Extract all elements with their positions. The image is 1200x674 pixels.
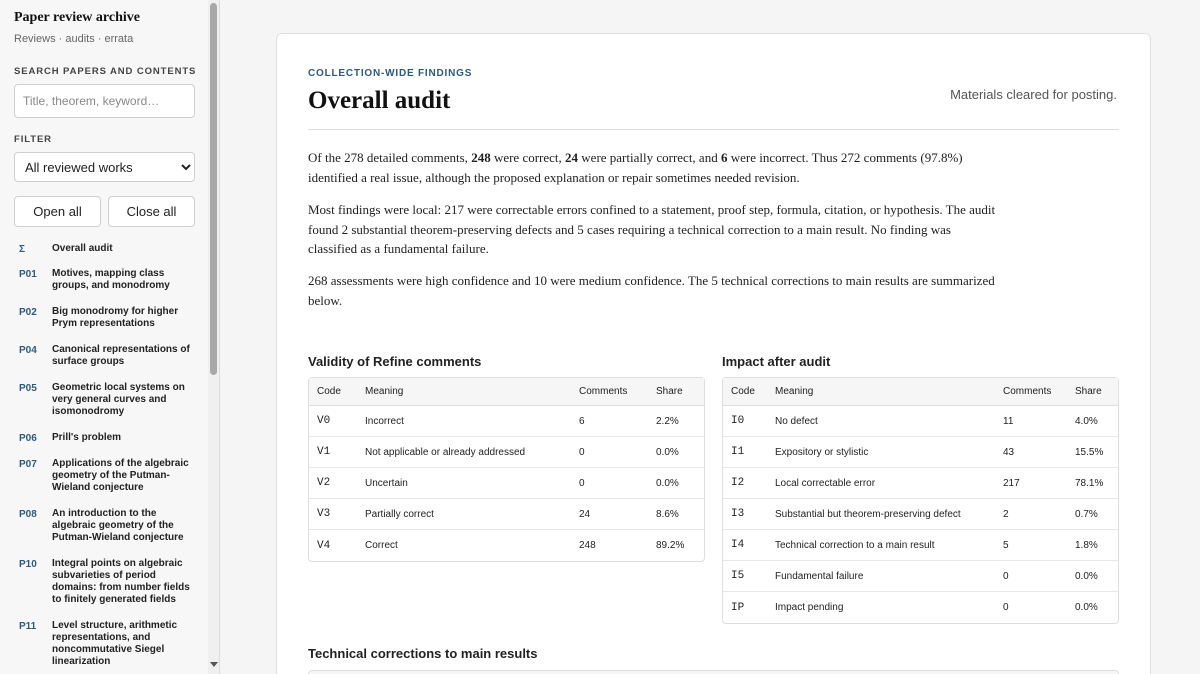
status-text: Materials cleared for posting.: [950, 87, 1117, 102]
code-cell: V2: [309, 468, 357, 499]
corrections-table: [308, 670, 1119, 674]
text-run: were partially correct, and: [578, 150, 721, 165]
meaning-cell: No defect: [767, 406, 995, 437]
divider: [308, 129, 1119, 130]
meaning-cell: Local correctable error: [767, 468, 995, 499]
meaning-cell: Partially correct: [357, 499, 571, 530]
comments-cell: 43: [995, 437, 1067, 468]
nav-item-title: Big monodromy for higher Prym representations: [52, 306, 179, 329]
share-cell: 0.7%: [1067, 499, 1118, 530]
nav-item-title: Prill's problem: [52, 432, 122, 443]
nav-item-title: Overall audit: [52, 243, 113, 254]
share-cell: 15.5%: [1067, 437, 1118, 468]
nav-item-title: Integral points on algebraic subvarieties of period domains: from number fields to finitely generated fields: [52, 558, 190, 605]
sidebar: [0, 0, 220, 674]
comments-cell: 217: [995, 468, 1067, 499]
table-header-row: [309, 378, 704, 406]
table-row: [723, 592, 1118, 623]
summary-paragraph-2: Most findings were local: 217 were correctable errors confined to a statement, proof step, formula, citation, or hypothesis. The audit found 2 substantial theorem-preserving defects and 5 cases requiring a technical correction to a main result. No finding was classified as a fundamental failure.: [308, 202, 996, 256]
impact-section-title: Impact after audit: [722, 354, 831, 369]
sidebar-item-overall-audit[interactable]: [0, 240, 208, 265]
code-cell: I3: [723, 499, 767, 530]
text-run: were correct,: [490, 150, 566, 165]
share-cell: 89.2%: [656, 540, 685, 551]
table-row: [309, 406, 704, 437]
table-row: [723, 468, 1118, 499]
code-cell: IP: [731, 601, 745, 614]
nav-item-title: Level structure, arithmetic representations, and noncommutative Siegel linearization: [52, 620, 178, 667]
nav-item-code: P08: [19, 509, 37, 520]
sidebar-content: [0, 0, 208, 674]
meaning-cell: Correct: [365, 540, 398, 551]
table-row: [723, 437, 1118, 468]
nav-item-code: P04: [19, 345, 37, 356]
nav-item-code: P01: [19, 269, 37, 280]
table-row: [309, 437, 704, 468]
impact-table: [722, 377, 1119, 624]
comments-cell: 0: [571, 437, 648, 468]
scroll-down-arrow-icon[interactable]: [210, 662, 218, 667]
filter-select[interactable]: [14, 152, 195, 182]
meaning-cell: Substantial but theorem-preserving defect: [767, 499, 995, 530]
code-cell: V1: [309, 437, 357, 468]
table-row: [309, 499, 704, 530]
sidebar-item-p10[interactable]: [0, 555, 208, 617]
nav-item-code: P02: [19, 307, 37, 318]
correct-count: 248: [471, 150, 491, 165]
section-kicker: COLLECTION-WIDE FINDINGS: [308, 68, 473, 79]
page-title: Overall audit: [308, 87, 451, 114]
code-cell: V0: [309, 406, 357, 437]
nav-item-title: Canonical representations of surface groups: [52, 344, 190, 367]
summary-paragraph-3: 268 assessments were high confidence and 10 were medium confidence. The 5 technical corrections to main results are summarized below.: [308, 273, 995, 308]
meaning-cell: Impact pending: [775, 602, 844, 613]
validity-table: [308, 377, 705, 562]
incorrect-count: 6: [720, 150, 728, 165]
partially-correct-count: 24: [565, 150, 579, 165]
open-all-button[interactable]: Open all: [14, 196, 101, 227]
corrections-section-title: Technical corrections to main results: [308, 646, 538, 661]
comments-cell: 0: [571, 468, 648, 499]
comments-cell: 2: [995, 499, 1067, 530]
sidebar-item-p08[interactable]: [0, 505, 208, 555]
table-row: [723, 406, 1118, 437]
comments-cell: 6: [571, 406, 648, 437]
text-run: were incorrect. Thus 272 comments (97.8%) identified a real issue, although the proposed explanation or repair sometimes needed revision.: [308, 150, 963, 185]
table-row: [309, 530, 704, 561]
code-cell: I4: [723, 530, 767, 561]
sidebar-item-p07[interactable]: [0, 455, 208, 505]
column-header: Meaning: [767, 378, 995, 406]
column-header: Code: [723, 378, 767, 406]
share-cell: 1.8%: [1067, 530, 1118, 561]
sidebar-item-p01[interactable]: [0, 265, 208, 303]
overall-audit-card: [276, 33, 1151, 674]
nav-item-code: Σ: [19, 244, 26, 255]
table-row: [723, 561, 1118, 592]
share-cell: 0.0%: [1067, 561, 1118, 592]
meaning-cell: Expository or stylistic: [767, 437, 995, 468]
sidebar-item-p06[interactable]: [0, 429, 208, 455]
comments-cell: 248: [579, 540, 596, 551]
nav-item-title: Motives, mapping class groups, and monodromy: [52, 268, 170, 291]
meaning-cell: Not applicable or already addressed: [357, 437, 571, 468]
code-cell: I2: [723, 468, 767, 499]
search-label: SEARCH PAPERS AND CONTENTS: [14, 66, 197, 77]
filter-label: FILTER: [14, 134, 52, 145]
column-header: Code: [309, 378, 357, 406]
scrollbar-thumb[interactable]: [210, 3, 217, 375]
share-cell: 78.1%: [1067, 468, 1118, 499]
meaning-cell: Uncertain: [357, 468, 571, 499]
code-cell: I0: [723, 406, 767, 437]
comments-cell: 11: [995, 406, 1067, 437]
meaning-cell: Technical correction to a main result: [767, 530, 995, 561]
meaning-cell: Incorrect: [357, 406, 571, 437]
table-row: [723, 530, 1118, 561]
comments-cell: 0: [995, 561, 1067, 592]
nav-item-title: An introduction to the algebraic geometry of the Putman-Wieland conjecture: [52, 508, 184, 543]
sidebar-scrollbar[interactable]: [208, 0, 220, 674]
share-cell: 0.0%: [648, 437, 704, 468]
sidebar-item-p02[interactable]: [0, 303, 208, 341]
nav-item-code: P10: [19, 559, 37, 570]
validity-section-title: Validity of Refine comments: [308, 354, 482, 369]
code-cell: V4: [317, 539, 331, 552]
app-title: Paper review archive: [14, 10, 140, 25]
table-row: [309, 468, 704, 499]
code-cell: V3: [309, 499, 357, 530]
app-subtitle: Reviews · audits · errata: [14, 33, 134, 45]
meaning-cell: Fundamental failure: [767, 561, 995, 592]
nav-item-code: P07: [19, 459, 37, 470]
nav-item-code: P11: [19, 621, 37, 632]
share-cell: 2.2%: [648, 406, 704, 437]
share-cell: 8.6%: [648, 499, 704, 530]
comments-cell: 0: [1003, 602, 1009, 613]
share-cell: 0.0%: [1075, 602, 1098, 613]
nav-item-code: P05: [19, 383, 37, 394]
share-cell: 4.0%: [1067, 406, 1118, 437]
close-all-button[interactable]: Close all: [108, 196, 195, 227]
sidebar-item-p04[interactable]: [0, 341, 208, 379]
sidebar-item-p05[interactable]: [0, 379, 208, 429]
nav-item-code: P06: [19, 433, 37, 444]
table-row: [723, 499, 1118, 530]
nav-item-title: Geometric local systems on very general curves and isomonodromy: [52, 382, 185, 417]
paper-nav: [0, 240, 208, 674]
column-header: Comments: [571, 378, 648, 406]
sidebar-item-p11[interactable]: [0, 617, 208, 674]
column-header: Comments: [995, 378, 1067, 406]
text-run: Of the 278 detailed comments,: [308, 150, 472, 165]
comments-cell: 24: [571, 499, 648, 530]
code-cell: I5: [723, 561, 767, 592]
column-header: Share: [1067, 378, 1118, 406]
summary-paragraph-1: [308, 148, 998, 187]
code-cell: I1: [723, 437, 767, 468]
share-cell: 0.0%: [648, 468, 704, 499]
comments-cell: 5: [995, 530, 1067, 561]
search-input[interactable]: [14, 84, 195, 118]
table-header-row: [723, 378, 1118, 406]
column-header: Share: [648, 378, 704, 406]
nav-item-title: Applications of the algebraic geometry of the Putman-Wieland conjecture: [52, 458, 189, 493]
column-header: Meaning: [357, 378, 571, 406]
